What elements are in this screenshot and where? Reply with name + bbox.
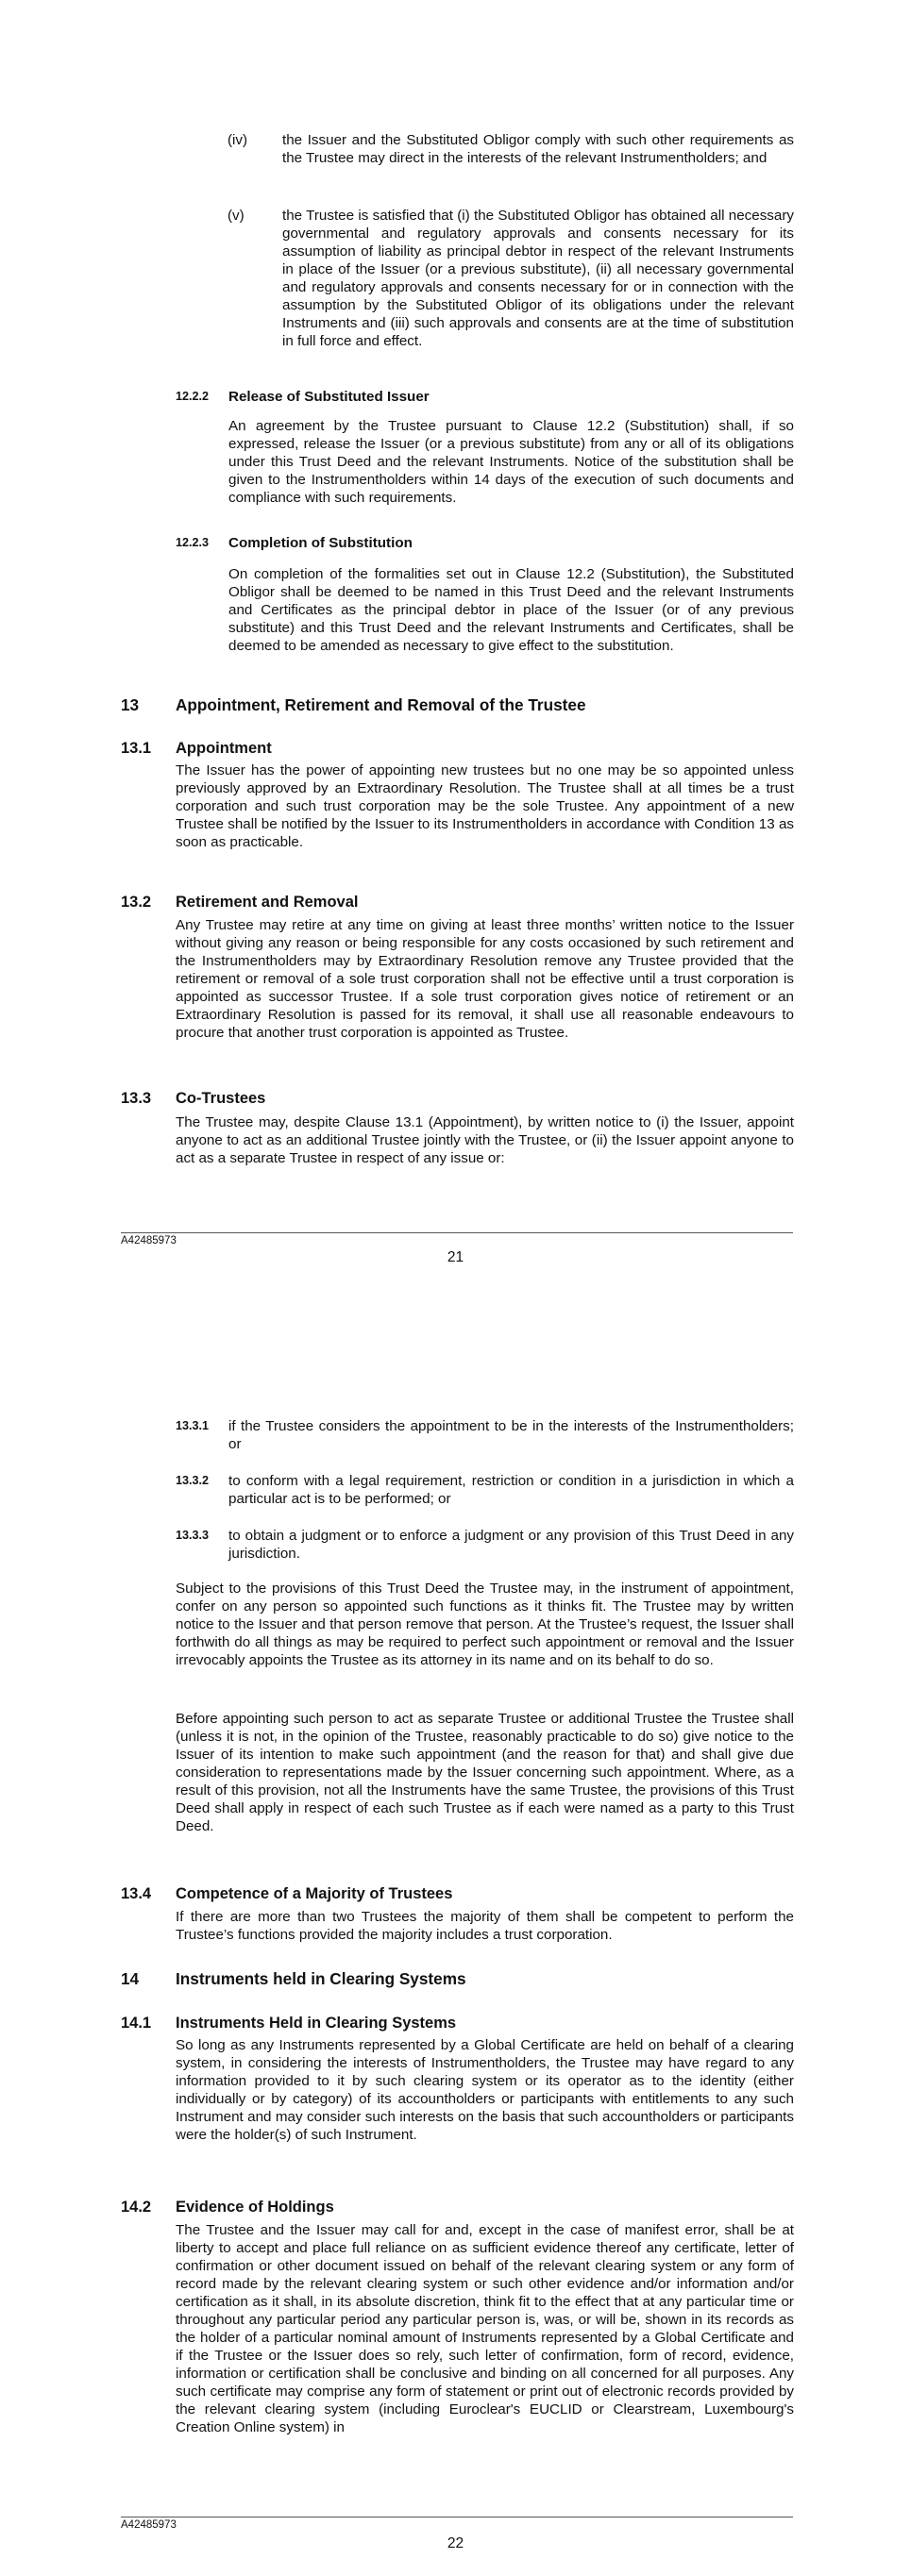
- clause-13-3-2-text: to conform with a legal requirement, restriction or condition in a jurisdiction in which a particular act is to be performed; or: [228, 1473, 794, 1507]
- footer-reference: A42485973: [121, 1235, 177, 1246]
- paragraph-before-appointing: Before appointing such person to act as separate Trustee or additional Trustee the Trustee shall (unless it is not, in the opinion of the Trustee, reasonably practicable to do so) give notice to the Issuer of its intention to make such appointment (and the reason for that) and shall give due consideration to representations made by the Issuer concerning such appointment. Where, as a result of this provision, not all the Instruments have the same Trustee, the provisions of this Trust Deed shall apply in respect of each such Trustee as if each were named as a party to this Trust Deed.: [176, 1711, 794, 1834]
- clause-14-1-title: Instruments Held in Clearing Systems: [176, 2015, 457, 2032]
- footer-reference: A42485973: [121, 2519, 177, 2531]
- clause-13-1-text: The Issuer has the power of appointing new trustees but no one may be so appointed unless previously approved by an Extraordinary Resolution. The Trustee shall at all times be a trust corporation and such trust corporation may be the sole Trustee. Any appointment of a new Trustee shall be notified by the Issuer to its Instrumentholders in accordance with Condition 13 as soon as practicable.: [176, 762, 794, 850]
- clause-14-1-number: 14.1: [121, 2015, 152, 2032]
- clause-13-3-3-number: 13.3.3: [176, 1529, 210, 1542]
- clause-13-1-number: 13.1: [121, 740, 152, 757]
- clause-12-2-3-number: 12.2.3: [176, 536, 210, 549]
- clause-13-3-title: Co-Trustees: [176, 1090, 266, 1107]
- clause-13-3-3-text: to obtain a judgment or to enforce a judgment or any provision of this Trust Deed in any jurisdiction.: [228, 1528, 794, 1562]
- clause-13-3-text: The Trustee may, despite Clause 13.1 (Appointment), by written notice to (i) the Issuer, appoint anyone to act as an additional Trustee jointly with the Trustee, or (ii) the Issuer appoint anyone to act as a separate Trustee in respect of any issue or:: [176, 1114, 794, 1166]
- section-14-number: 14: [121, 1969, 140, 1988]
- section-13-number: 13: [121, 695, 140, 714]
- clause-13-4-number: 13.4: [121, 1885, 152, 1902]
- page-22: [0, 1288, 911, 2576]
- clause-13-4-title: Competence of a Majority of Trustees: [176, 1885, 453, 1902]
- clause-14-2-title: Evidence of Holdings: [176, 2199, 334, 2216]
- clause-12-2-3-title: Completion of Substitution: [228, 535, 413, 551]
- clause-13-2-title: Retirement and Removal: [176, 894, 359, 911]
- clause-14-1-text: So long as any Instruments represented by a Global Certificate are held on behalf of a clearing system, in considering the interests of Instrumentholders, the Trustee may have regard to any information provided to it by such clearing system or its operator as to the identity (either individually or by category) of its accountholders or participants with entitlements to any such Instrument and may consider such interests on the basis that such accountholders or participants were the holder(s) of such Instrument.: [176, 2037, 794, 2143]
- clause-12-2-2-title: Release of Substituted Issuer: [228, 389, 430, 405]
- clause-12-2-2-text: An agreement by the Trustee pursuant to Clause 12.2 (Substitution) shall, if so expressed, release the Issuer (or a previous substitute) from any or all of its obligations under this Trust Deed and the relevant Instruments. Notice of the substitution shall be given to the Instrumentholders within 14 days of the execution of such documents and compliance with such requirements.: [228, 418, 794, 506]
- clause-13-4-text: If there are more than two Trustees the majority of them shall be competent to perform the Trustee’s functions provided the majority includes a trust corporation.: [176, 1909, 794, 1943]
- item-iv-label: (iv): [228, 132, 248, 148]
- clause-12-2-2-number: 12.2.2: [176, 390, 210, 403]
- section-13-title: Appointment, Retirement and Removal of the Trustee: [176, 695, 586, 714]
- footer-rule: [121, 1232, 793, 1233]
- item-iv-text: the Issuer and the Substituted Obligor comply with such other requirements as the Trustee may direct in the interests of the relevant Instrumentholders; and: [282, 132, 794, 166]
- clause-13-1-title: Appointment: [176, 740, 272, 757]
- item-v-text: the Trustee is satisfied that (i) the Substituted Obligor has obtained all necessary governmental and regulatory approvals and consents necessary for its assumption of liability as principal debtor in respect of the relevant Instruments in place of the Issuer (or a previous substitute), (ii) all necessary governmental and regulatory approvals and consents necessary for or in connection with the assumption by the Substituted Obligor of its obligations under the relevant Instruments and (iii) such approvals and consents are at the time of substitution in full force and effect.: [282, 208, 794, 349]
- clause-13-3-1-number: 13.3.1: [176, 1419, 210, 1432]
- clause-12-2-3-text: On completion of the formalities set out in Clause 12.2 (Substitution), the Substituted Obligor shall be deemed to be named in this Trust Deed and the relevant Instruments and Certificates as the principal debtor in place of the Issuer (or of any previous substitute) and this Trust Deed and the relevant Instruments and Certificates, shall be deemed to be amended as necessary to give effect to the substitution.: [228, 566, 794, 654]
- clause-13-3-2-number: 13.3.2: [176, 1474, 210, 1487]
- clause-14-2-number: 14.2: [121, 2199, 152, 2216]
- paragraph-appointment-functions: Subject to the provisions of this Trust Deed the Trustee may, in the instrument of appointment, confer on any person so appointed such functions as it thinks fit. The Trustee may by written notice to the Issuer and that person remove that person. At the Trustee’s request, the Issuer shall forthwith do all things as may be required to perfect such appointment or removal and the Issuer irrevocably appoints the Trustee as its attorney in its name and on its behalf to do so.: [176, 1581, 794, 1668]
- clause-13-3-number: 13.3: [121, 1090, 152, 1107]
- clause-13-2-text: Any Trustee may retire at any time on giving at least three months’ written notice to the Issuer without giving any reason or being responsible for any costs occasioned by such retirement and the Instrumentholders may by Extraordinary Resolution remove any Trustee provided that the retirement or removal of a sole trust corporation shall not be effective until a trust corporation is appointed as successor Trustee. If a sole trust corporation gives notice of retirement or an Extraordinary Resolution is passed for its removal, it shall use all reasonable endeavours to procure that another trust corporation is appointed as Trustee.: [176, 917, 794, 1041]
- clause-13-3-1-text: if the Trustee considers the appointment to be in the interests of the Instrumentholders; or: [228, 1418, 794, 1452]
- item-v-label: (v): [228, 208, 245, 224]
- section-14-title: Instruments held in Clearing Systems: [176, 1969, 466, 1988]
- page-number: 21: [447, 1249, 464, 1265]
- clause-14-2-text: The Trustee and the Issuer may call for and, except in the case of manifest error, shall be at liberty to accept and place full reliance on as sufficient evidence thereof any certificate, letter of confirmation or other document issued on behalf of the relevant clearing system or any form of record made by the relevant clearing system or such other evidence and/or information and/or certification as it shall, in its absolute discretion, think fit to the effect that at any particular time or throughout any particular period any particular person is, was, or will be, shown in its records as the holder of a particular nominal amount of Instruments represented by a Global Certificate and if the Trustee or the Issuer does so rely, such letter of confirmation, form of record, evidence, information or certification shall be conclusive and binding on all concerned for all purposes. Any such certificate may comprise any form of statement or print out of electronic records provided by the relevant clearing system (including Euroclear's EUCLID or Clearstream, Luxembourg's Creation Online system) in: [176, 2222, 794, 2435]
- clause-13-2-number: 13.2: [121, 894, 152, 911]
- page-number: 22: [447, 2535, 464, 2551]
